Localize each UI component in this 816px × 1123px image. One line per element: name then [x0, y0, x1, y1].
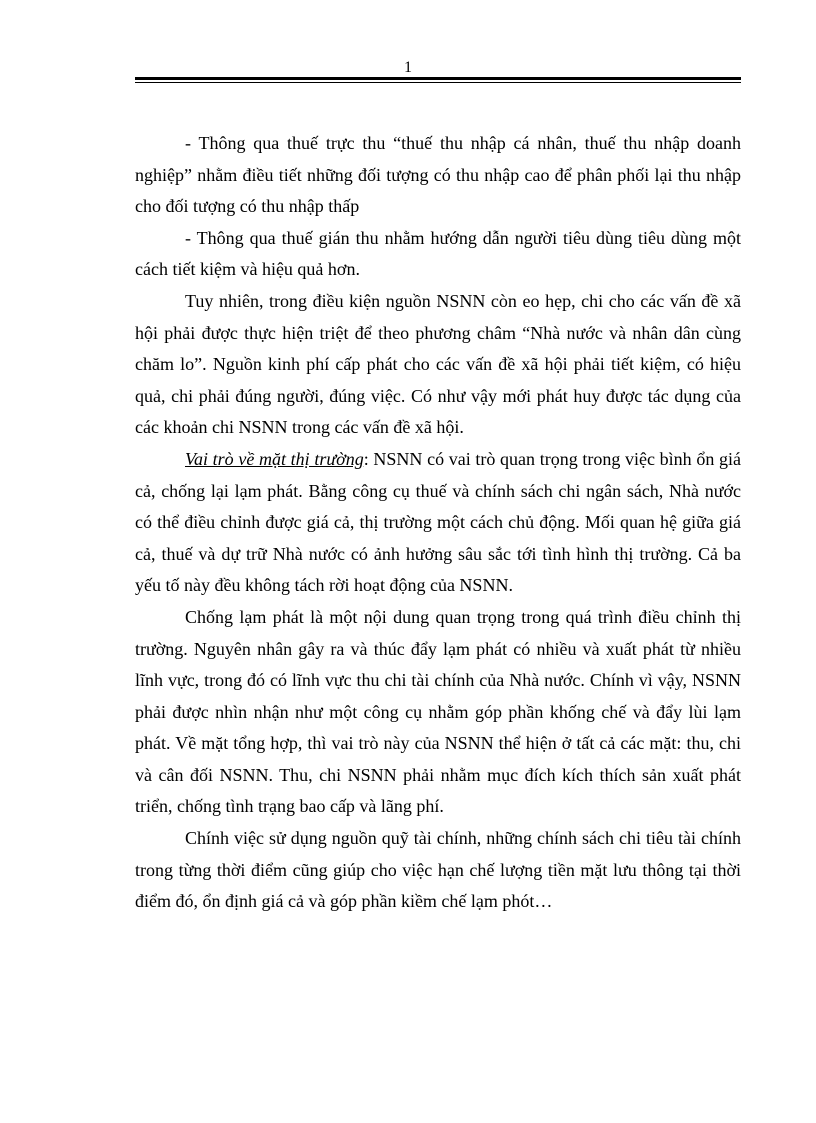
document-body — [135, 128, 741, 918]
header-divider — [135, 77, 741, 83]
paragraph-anti-inflation: Chống lạm phát là một nội dung quan trọng trong quá trình điều chỉnh thị trường. Nguyên nhân gây ra và thúc đẩy lạm phát có nhiều và xuất phát từ nhiều lĩnh vực, trong đó có lĩnh vực thu chi tài chính của Nhà nước. Chính vì vậy, NSNN phải được nhìn nhận như một công cụ nhằm góp phần khống chế và đẩy lùi lạm phát. Về mặt tổng hợp, thì vai trò này của NSNN thể hiện ở tất cả các mặt: thu, chi và cân đối NSNN. Thu, chi NSNN phải nhằm mục đích kích thích sản xuất phát triển, chống tình trạng bao cấp và lãng phí. — [135, 606, 741, 817]
paragraph-financial-funds: Chính việc sử dụng nguồn quỹ tài chính, những chính sách chi tiêu tài chính trong từng thời điểm cũng giúp cho việc hạn chế lượng tiền mặt lưu thông tại thời điểm đó, ổn định giá cả và góp phần kiềm chế lạm phót… — [135, 828, 741, 912]
paragraph-direct-tax: - Thông qua thuế trực thu “thuế thu nhập cá nhân, thuế thu nhập doanh nghiệp” nhằm điều tiết những đối tượng có thu nhập cao để phân phối lại thu nhập cho đối tượng có thu nhập thấp — [135, 133, 741, 217]
paragraph-market-role — [135, 444, 741, 602]
market-role-heading: Vai trò về mặt thị trường — [185, 448, 364, 469]
header-divider-thick — [135, 77, 741, 80]
paragraph-indirect-tax: - Thông qua thuế gián thu nhằm hướng dẫn người tiêu dùng tiêu dùng một cách tiết kiệm và hiệu quả hơn. — [135, 227, 741, 280]
paragraph-social-spending: Tuy nhiên, trong điều kiện nguồn NSNN còn eo hẹp, chi cho các vấn đề xã hội phải được thực hiện triệt để theo phương châm “Nhà nước và nhân dân cùng chăm lo”. Nguồn kinh phí cấp phát cho các vấn đề xã hội phải tiết kiệm, có hiệu quả, chi phải đúng người, đúng việc. Có như vậy mới phát huy được tác dụng của các khoản chi NSNN trong các vấn đề xã hội. — [135, 290, 741, 438]
market-role-text: : NSNN có vai trò quan trọng trong việc bình ổn giá cả, chống lại lạm phát. Bằng công cụ thuế và chính sách chi ngân sách, Nhà nước có thể điều chỉnh được giá cả, thị trường một cách chủ động. Mối quan hệ giữa giá cả, thuế và dự trữ Nhà nước có ảnh hưởng sâu sắc tới tình hình thị trường. Cả ba yếu tố này đều không tách rời hoạt động của NSNN. — [135, 448, 741, 596]
header-divider-thin — [135, 82, 741, 83]
page-number: 1 — [404, 59, 412, 76]
